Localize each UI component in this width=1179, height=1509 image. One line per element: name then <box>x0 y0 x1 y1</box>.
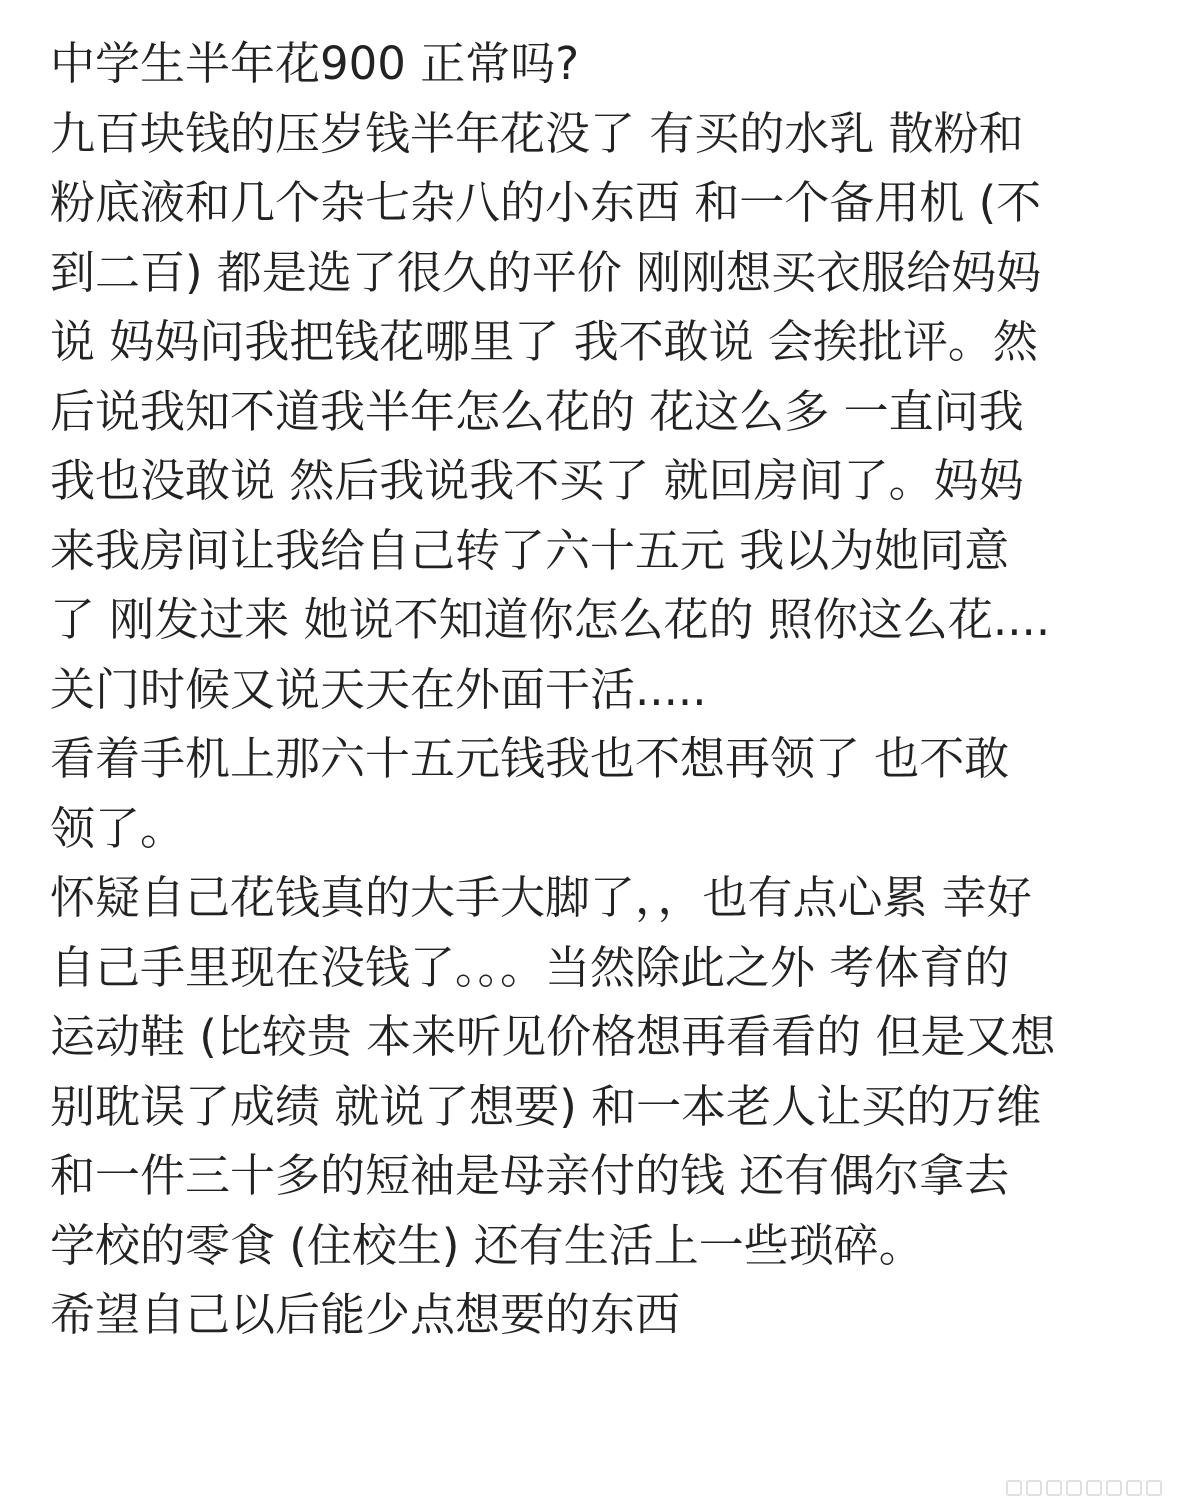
post-line: 九百块钱的压岁钱半年花没了 有买的水乳 散粉和 <box>50 106 1024 160</box>
post-line: 别耽误了成绩 就说了想要) 和一本老人让买的万维 <box>50 1079 1042 1133</box>
post-line: 我也没敢说 然后我说我不买了 就回房间了。妈妈 <box>50 454 1024 507</box>
post-line: 学校的零食 (住校生) 还有生活上一些琐碎。 <box>50 1218 924 1272</box>
post-title: 中学生半年花900 正常吗? <box>50 37 580 90</box>
post-line: 关门时候又说天天在外面干活..... <box>50 662 707 716</box>
post-line: 粉底液和几个杂七杂八的小东西 和一个备用机 (不 <box>50 176 1042 229</box>
faint-watermark-logo <box>1005 1477 1165 1499</box>
post-line: 后说我知不道我半年怎么花的 花这么多 一直问我 <box>50 384 1024 438</box>
post-line: 领了。 <box>50 801 186 855</box>
post-line: 运动鞋 (比较贵 本来听见价格想再看看的 但是又想 <box>50 1010 1056 1063</box>
post-body <box>50 29 1150 1350</box>
post-line: 来我房间让我给自己转了六十五元 我以为她同意 <box>50 523 1010 577</box>
post-line: 自己手里现在没钱了。。。当然除此之外 考体育的 <box>50 940 1010 994</box>
post-line: 看着手机上那六十五元钱我也不想再领了 也不敢 <box>50 732 1010 785</box>
post-line: 希望自己以后能少点想要的东西 <box>50 1288 681 1341</box>
post-line: 了 刚发过来 她说不知道你怎么花的 照你这么花.... <box>50 593 1051 646</box>
post-line: 和一件三十多的短袖是母亲付的钱 还有偶尔拿去 <box>50 1149 1010 1202</box>
post-line: 到二百) 都是选了很久的平价 刚刚想买衣服给妈妈 <box>50 245 1042 299</box>
post-line: 说 妈妈问我把钱花哪里了 我不敢说 会挨批评。然 <box>50 315 1038 368</box>
post-line: 怀疑自己花钱真的大手大脚了，，也有点心累 幸好 <box>50 871 1032 924</box>
